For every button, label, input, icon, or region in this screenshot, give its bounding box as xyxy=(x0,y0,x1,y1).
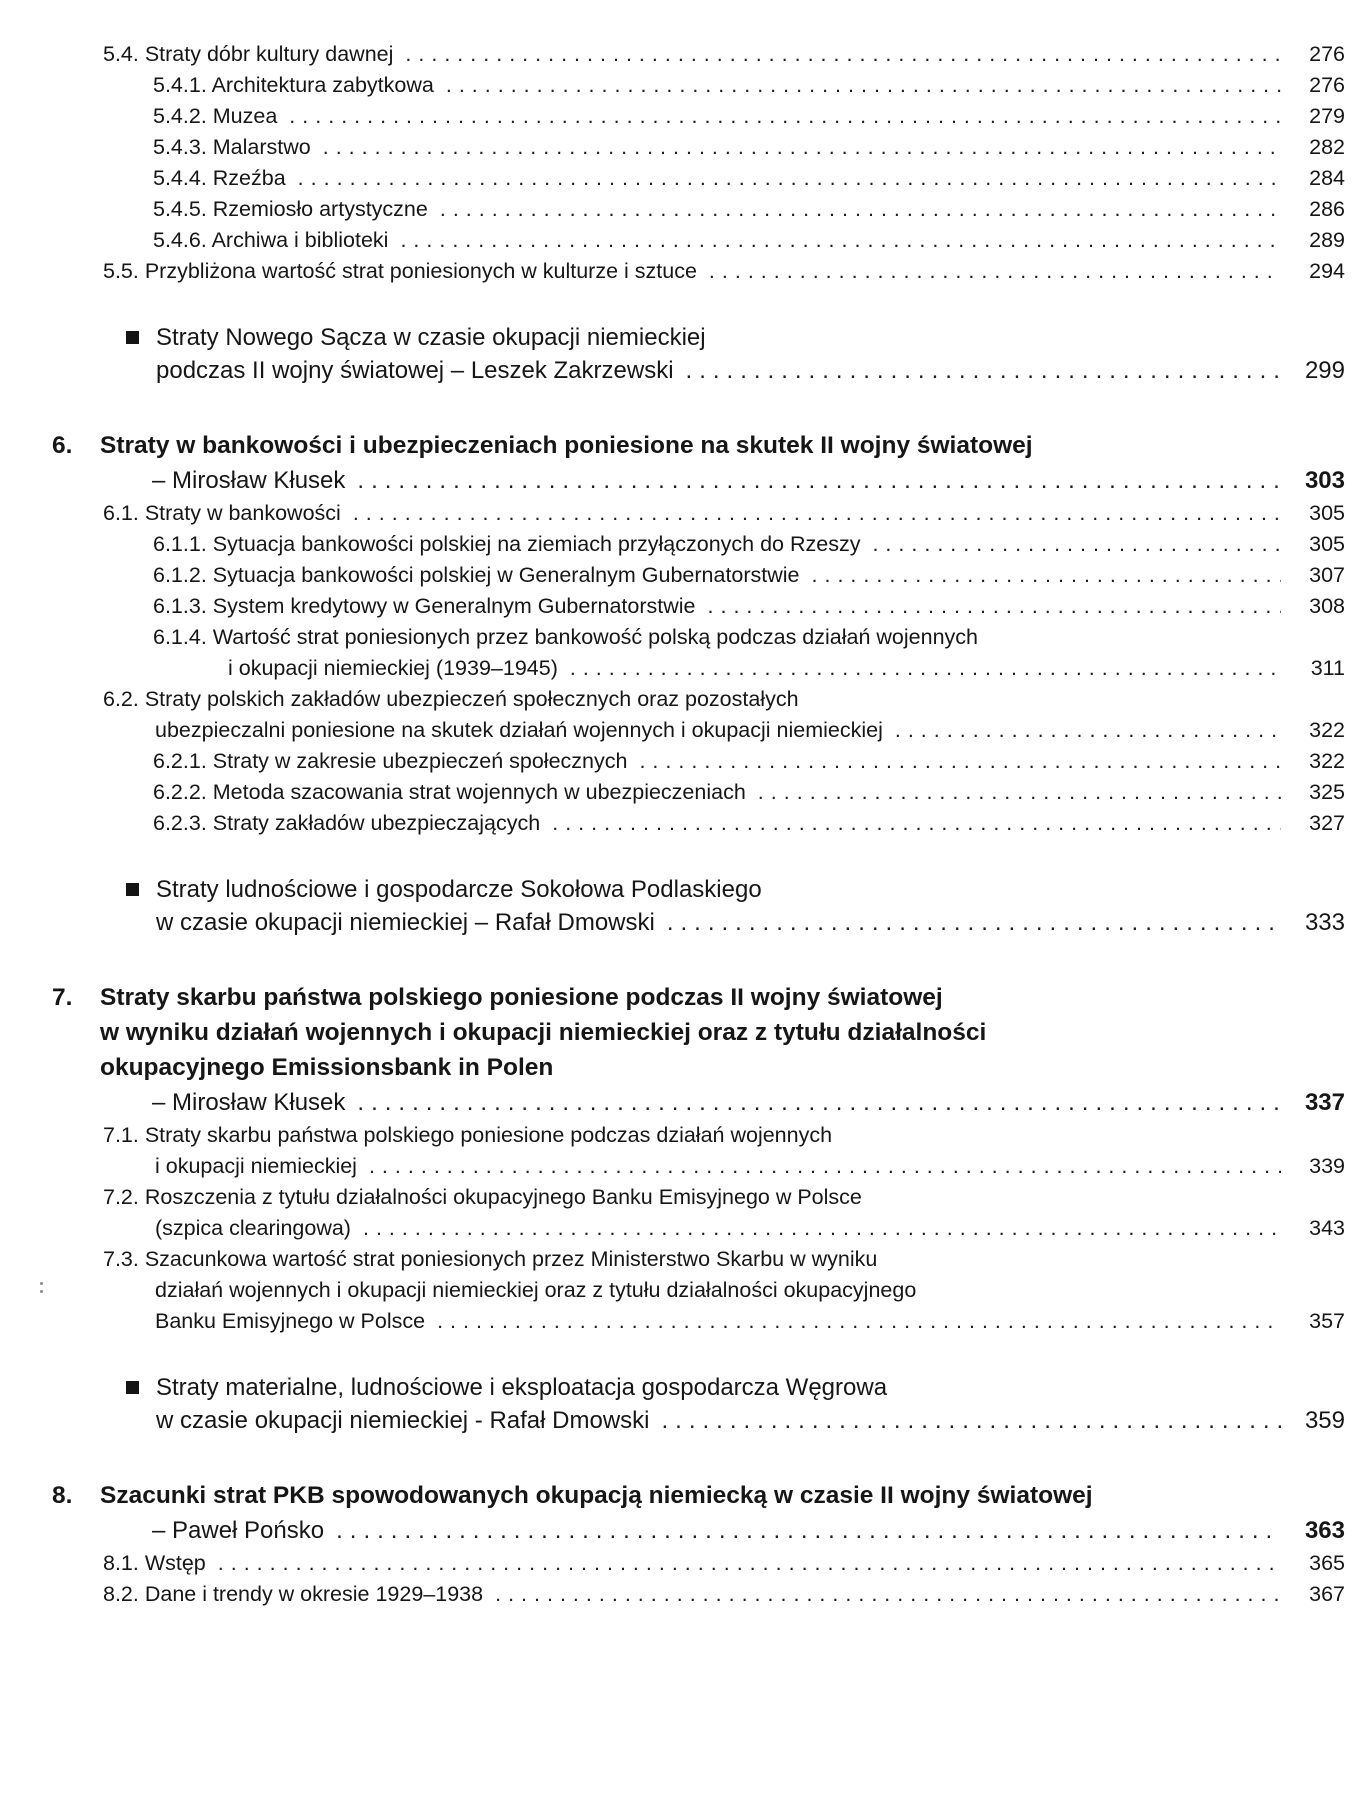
toc-entry-row xyxy=(0,39,1345,70)
entry-text: 6.2. Straty polskich zakładów ubezpieczeń społecznych oraz pozostałych xyxy=(103,687,799,711)
entry-text: 7.2. Roszczenia z tytułu działalności okupacyjnego Banku Emisyjnego w Polsce xyxy=(103,1185,862,1209)
dot-leader xyxy=(353,498,1281,529)
toc-entry-row xyxy=(156,354,1345,387)
toc-entry-row xyxy=(0,653,1345,684)
article-entry xyxy=(0,873,1345,939)
toc-entry-row xyxy=(0,1151,1345,1182)
toc-entry-row xyxy=(0,1120,1345,1151)
page-number: 279 xyxy=(1309,104,1345,128)
page-number: 363 xyxy=(1304,1517,1345,1544)
dot-leader xyxy=(662,1404,1282,1437)
toc-entry-row xyxy=(0,622,1345,653)
entry-text: 6.1. Straty w bankowości xyxy=(103,501,341,525)
dot-leader xyxy=(405,39,1281,70)
chapter-body xyxy=(100,1478,1345,1548)
article-entry xyxy=(0,1371,1345,1437)
chapter-author: – Mirosław Kłusek xyxy=(152,1089,346,1116)
page-number: 276 xyxy=(1309,42,1345,66)
dot-leader xyxy=(667,906,1281,939)
chapter-author-row xyxy=(100,1085,1345,1120)
entry-text: 5.4.5. Rzemiosło artystyczne xyxy=(153,197,428,221)
page-number: 299 xyxy=(1304,357,1345,384)
page-number: 322 xyxy=(1309,718,1345,742)
chapter-entry xyxy=(0,1478,1345,1548)
chapter-entry xyxy=(0,980,1345,1120)
toc-entry-row xyxy=(0,163,1345,194)
page-number: 311 xyxy=(1310,656,1345,680)
toc-entry-row xyxy=(0,1548,1345,1579)
entry-text: Straty Nowego Sącza w czasie okupacji niemieckiej xyxy=(156,324,706,351)
dot-leader xyxy=(336,1513,1281,1548)
toc-entry-row xyxy=(156,906,1345,939)
toc-entry-row xyxy=(0,777,1345,808)
dot-leader xyxy=(552,808,1281,839)
chapter-body xyxy=(100,980,1345,1120)
entry-text: 6.1.1. Sytuacja bankowości polskiej na ziemiach przyłączonych do Rzeszy xyxy=(153,532,861,556)
page-number: 333 xyxy=(1304,909,1345,936)
page-number: 276 xyxy=(1309,73,1345,97)
entry-text: Straty materialne, ludnościowe i eksploatacja gospodarcza Węgrowa xyxy=(156,1374,888,1401)
toc-entry-row xyxy=(0,808,1345,839)
dot-leader xyxy=(369,1151,1281,1182)
chapter-title-line: Straty skarbu państwa polskiego poniesione podczas II wojny światowej xyxy=(100,984,943,1011)
dot-leader xyxy=(446,70,1281,101)
bullet-icon xyxy=(126,1381,139,1394)
dot-leader xyxy=(758,777,1281,808)
dot-leader xyxy=(440,194,1281,225)
chapter-number: 8. xyxy=(52,1482,73,1509)
dot-leader xyxy=(812,560,1281,591)
chapter-title-line: Straty w bankowości i ubezpieczeniach poniesione na skutek II wojny światowej xyxy=(100,432,1033,459)
toc-entry-row xyxy=(0,1306,1345,1337)
dot-leader xyxy=(289,101,1281,132)
entry-text: 7.3. Szacunkowa wartość strat poniesionych przez Ministerstwo Skarbu w wyniku xyxy=(103,1247,878,1271)
chapter-number: 6. xyxy=(52,432,73,459)
toc-entry-row xyxy=(0,591,1345,622)
toc-entry-row xyxy=(0,1275,1345,1306)
entry-text: 8.1. Wstęp xyxy=(103,1551,206,1575)
toc-entry-row xyxy=(0,1579,1345,1610)
toc-entry-row xyxy=(156,873,1345,906)
dot-leader xyxy=(570,653,1281,684)
entry-text: podczas II wojny światowej – Leszek Zakrzewski xyxy=(156,357,674,384)
article-body xyxy=(156,321,1345,387)
toc-entry-row xyxy=(0,1182,1345,1213)
toc-entry-row xyxy=(0,1244,1345,1275)
page-number: 303 xyxy=(1304,467,1345,494)
toc-entry-row xyxy=(0,746,1345,777)
page-number: 286 xyxy=(1309,197,1345,221)
dot-leader xyxy=(639,746,1281,777)
dot-leader xyxy=(357,1085,1281,1120)
dot-leader xyxy=(298,163,1281,194)
page-number: 357 xyxy=(1309,1309,1345,1333)
bullet-icon xyxy=(126,331,139,344)
entry-text: 6.2.1. Straty w zakresie ubezpieczeń społecznych xyxy=(153,749,628,773)
toc-entry-row xyxy=(0,194,1345,225)
chapter-body xyxy=(100,428,1345,498)
dot-leader xyxy=(357,463,1281,498)
entry-text: 5.4.1. Architektura zabytkowa xyxy=(153,73,434,97)
toc-entry-row xyxy=(156,1404,1345,1437)
article-body xyxy=(156,1371,1345,1437)
dot-leader xyxy=(323,132,1281,163)
chapter-entry xyxy=(0,428,1345,498)
page-number: 365 xyxy=(1309,1551,1345,1575)
entry-text: (szpica clearingowa) xyxy=(155,1216,351,1240)
entry-text: 8.2. Dane i trendy w okresie 1929–1938 xyxy=(103,1582,484,1606)
article-entry xyxy=(0,321,1345,387)
toc-entry-row xyxy=(0,1213,1345,1244)
page-number: 282 xyxy=(1309,135,1345,159)
page-number: 305 xyxy=(1309,501,1345,525)
toc-entry-row xyxy=(0,132,1345,163)
entry-text: 6.1.3. System kredytowy w Generalnym Gubernatorstwie xyxy=(153,594,696,618)
page-number: 337 xyxy=(1304,1089,1345,1116)
article-body xyxy=(156,873,1345,939)
entry-text: Straty ludnościowe i gospodarcze Sokołowa Podlaskiego xyxy=(156,876,762,903)
toc-entry-row xyxy=(0,225,1345,256)
toc-entry-row xyxy=(0,70,1345,101)
entry-text: działań wojennych i okupacji niemieckiej oraz z tytułu działalności okupacyjnego xyxy=(155,1278,917,1302)
page-number: 308 xyxy=(1309,594,1345,618)
chapter-title-line: okupacyjnego Emissionsbank in Polen xyxy=(100,1054,554,1081)
entry-text: 5.4.6. Archiwa i biblioteki xyxy=(153,228,389,252)
dot-leader xyxy=(872,529,1281,560)
toc-entry-row xyxy=(156,321,1345,354)
entry-text: 6.1.2. Sytuacja bankowości polskiej w Generalnym Gubernatorstwie xyxy=(153,563,800,587)
dot-leader xyxy=(708,591,1282,622)
page-number: 294 xyxy=(1309,259,1345,283)
dot-leader xyxy=(437,1306,1281,1337)
chapter-title-line: w wyniku działań wojennych i okupacji niemieckiej oraz z tytułu działalności xyxy=(100,1019,987,1046)
entry-text: ubezpieczalni poniesione na skutek działań wojennych i okupacji niemieckiej xyxy=(155,718,883,742)
toc-entry-row xyxy=(0,498,1345,529)
page-number: 307 xyxy=(1309,563,1345,587)
dot-leader xyxy=(400,225,1281,256)
page-number: 339 xyxy=(1309,1154,1345,1178)
toc-entry-row xyxy=(0,684,1345,715)
entry-text: 5.4.2. Muzea xyxy=(153,104,278,128)
dot-leader xyxy=(709,256,1281,287)
entry-text: 5.5. Przybliżona wartość strat poniesionych w kulturze i sztuce xyxy=(103,259,697,283)
entry-text: w czasie okupacji niemieckiej – Rafał Dmowski xyxy=(156,909,655,936)
entry-text: 5.4.4. Rzeźba xyxy=(153,166,286,190)
dot-leader xyxy=(363,1213,1281,1244)
entry-text: 7.1. Straty skarbu państwa polskiego poniesione podczas działań wojennych xyxy=(103,1123,833,1147)
chapter-author-row xyxy=(100,463,1345,498)
dot-leader xyxy=(686,354,1281,387)
toc-entry-row xyxy=(156,1371,1345,1404)
chapter-author: – Mirosław Kłusek xyxy=(152,467,346,494)
entry-text: 5.4. Straty dóbr kultury dawnej xyxy=(103,42,394,66)
entry-text: 6.1.4. Wartość strat poniesionych przez bankowość polską podczas działań wojennych xyxy=(153,625,978,649)
page-number: 343 xyxy=(1309,1216,1345,1240)
bullet-icon xyxy=(126,883,139,896)
entry-text: i okupacji niemieckiej xyxy=(155,1154,357,1178)
entry-text: 6.2.2. Metoda szacowania strat wojennych w ubezpieczeniach xyxy=(153,780,746,804)
toc-entry-row xyxy=(0,256,1345,287)
toc-entry-row xyxy=(0,560,1345,591)
page-number: 367 xyxy=(1309,1582,1345,1606)
page-number: 305 xyxy=(1309,532,1345,556)
page-number: 284 xyxy=(1309,166,1345,190)
entry-text: 5.4.3. Malarstwo xyxy=(153,135,311,159)
dot-leader xyxy=(895,715,1281,746)
entry-text: 6.2.3. Straty zakładów ubezpieczających xyxy=(153,811,541,835)
entry-text: w czasie okupacji niemieckiej - Rafał Dmowski xyxy=(156,1407,650,1434)
chapter-number: 7. xyxy=(52,984,73,1011)
chapter-author: – Paweł Pońsko xyxy=(152,1517,325,1544)
dot-leader xyxy=(218,1548,1281,1579)
dot-leader xyxy=(495,1579,1281,1610)
page-number: 325 xyxy=(1309,780,1345,804)
toc-entry-row xyxy=(0,715,1345,746)
page-number: 322 xyxy=(1309,749,1345,773)
entry-text: i okupacji niemieckiej (1939–1945) xyxy=(228,656,558,680)
toc-entry-row xyxy=(0,529,1345,560)
page-number: 289 xyxy=(1309,228,1345,252)
chapter-title-line: Szacunki strat PKB spowodowanych okupacją niemiecką w czasie II wojny światowej xyxy=(100,1482,1093,1509)
page-number: 359 xyxy=(1304,1407,1345,1434)
scan-speck xyxy=(40,1282,43,1285)
page-number: 327 xyxy=(1309,811,1345,835)
chapter-author-row xyxy=(100,1513,1345,1548)
toc-entry-row xyxy=(0,101,1345,132)
entry-text: Banku Emisyjnego w Polsce xyxy=(155,1309,426,1333)
